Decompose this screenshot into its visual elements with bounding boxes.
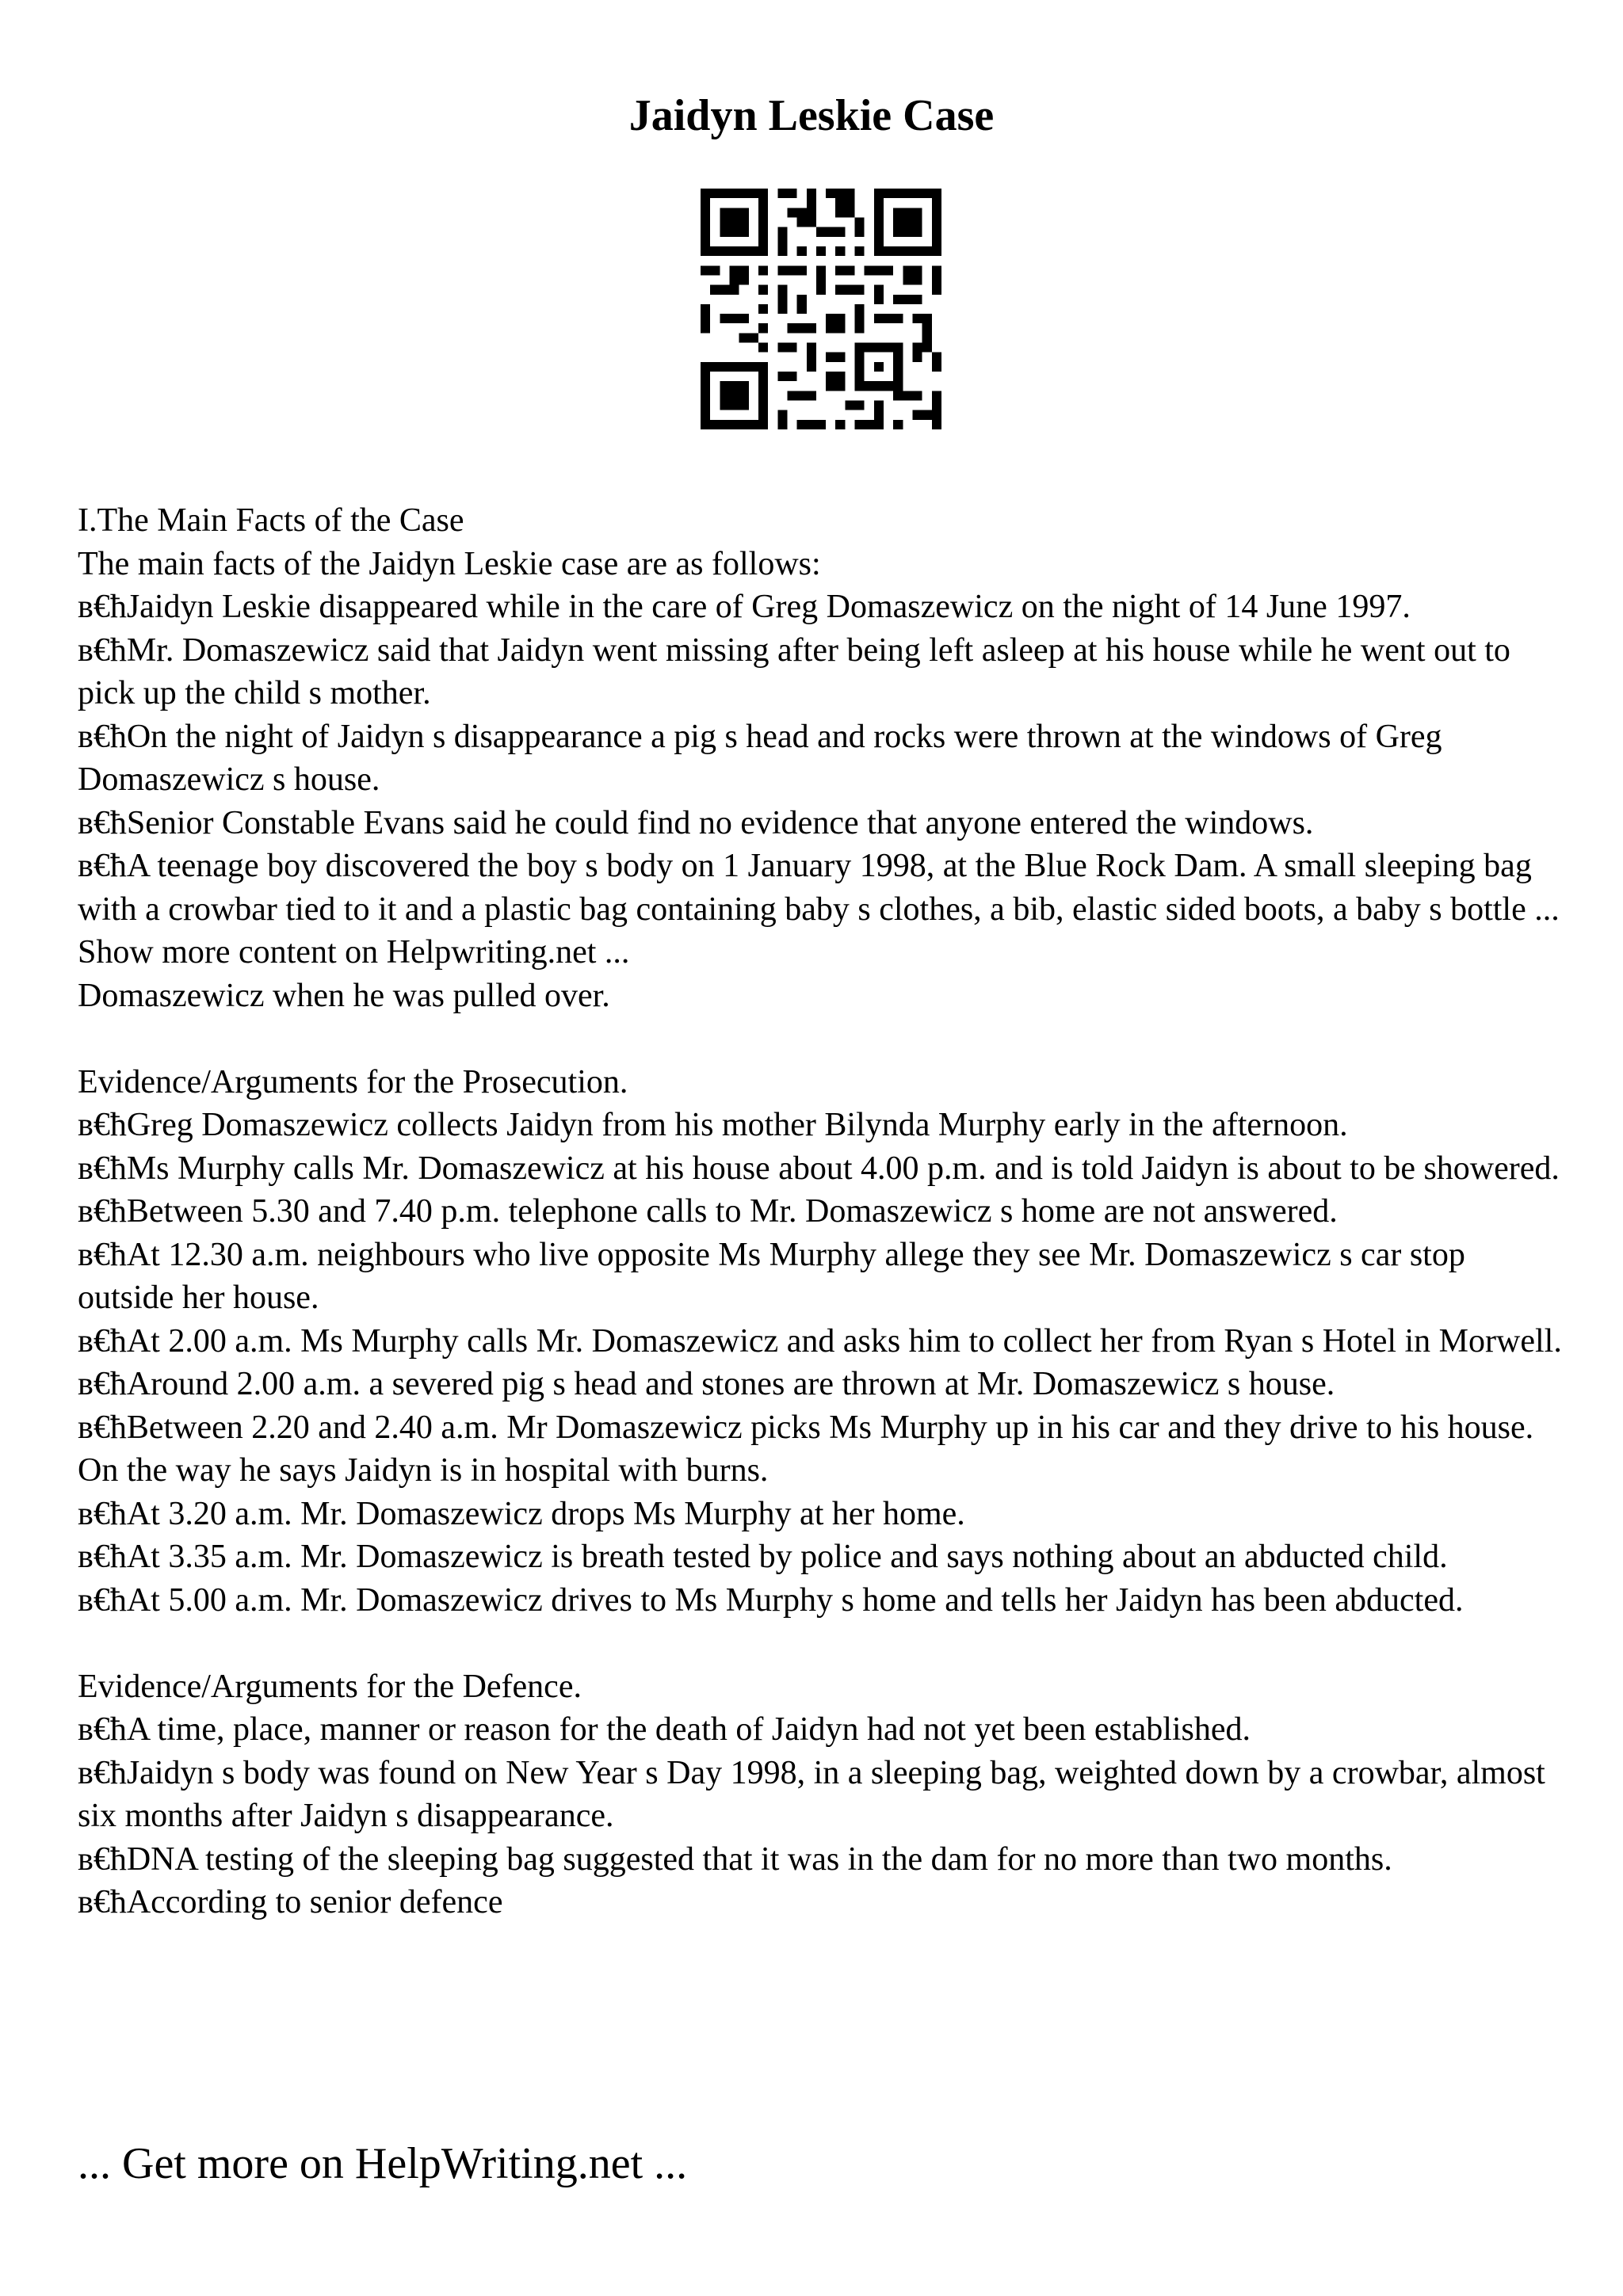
document-title: Jaidyn Leskie Case [628, 91, 995, 140]
list-item: в€ћAt 3.20 a.m. Mr. Domaszewicz drops Ms Murphy at her home. [78, 1495, 965, 1532]
document-body [78, 499, 1568, 1924]
list-item: в€ћAccording to senior defence [78, 1884, 503, 1920]
list-item: в€ћJaidyn Leskie disappeared while in the care of Greg Domaszewicz on the night of 14 June 1997. [78, 589, 1411, 625]
qr-code [701, 189, 941, 429]
list-item: в€ћAt 2.00 a.m. Ms Murphy calls Mr. Domaszewicz and asks him to collect her from Ryan s Hotel in Morwell. [78, 1322, 1562, 1360]
list-item: в€ћBetween 5.30 and 7.40 p.m. telephone calls to Mr. Domaszewicz s home are not answered. [78, 1193, 1338, 1230]
list-item: в€ћAt 12.30 a.m. neighbours who live opposite Ms Murphy allege they see Mr. Domaszewicz s car stop outside her house. [78, 1236, 1465, 1316]
list-item: в€ћMr. Domaszewicz said that Jaidyn went missing after being left asleep at his house while he went out to pick up the child s mother. [78, 631, 1510, 711]
list-item: в€ћAt 5.00 a.m. Mr. Domaszewicz drives to Ms Murphy s home and tells her Jaidyn has been abducted. [78, 1581, 1464, 1619]
list-item: в€ћAround 2.00 a.m. a severed pig s head and stones are thrown at Mr. Domaszewicz s house. [78, 1366, 1335, 1402]
paragraph-gap [78, 1017, 1568, 1061]
list-item: в€ћA teenage boy discovered the boy s body on 1 January 1998, at the Blue Rock Dam. A small sleeping bag with a crowbar tied to it and a plastic bag containing baby s clothes, a bib, elastic sided boots, a baby s bottle ... Show more content on Helpwriting.net ... [78, 848, 1560, 971]
list-item: в€ћDNA testing of the sleeping bag suggested that it was in the dam for no more than two months. [78, 1840, 1392, 1878]
list-item: в€ћA time, place, manner or reason for the death of Jaidyn had not yet been established. [78, 1711, 1251, 1748]
list-item: в€ћGreg Domaszewicz collects Jaidyn from his mother Bilynda Murphy early in the afternoon. [78, 1107, 1348, 1143]
section-intro: The main facts of the Jaidyn Leskie case are as follows: [78, 545, 821, 582]
list-item: в€ћAt 3.35 a.m. Mr. Domaszewicz is breath tested by police and says nothing about an abducted child. [78, 1539, 1448, 1575]
list-item: в€ћBetween 2.20 and 2.40 a.m. Mr Domaszewicz picks Ms Murphy up in his car and they drive to his house. On the way he says Jaidyn is in hospital with burns. [78, 1409, 1534, 1489]
list-item: в€ћJaidyn s body was found on New Year s Day 1998, in a sleeping bag, weighted down by a crowbar, almost six months after Jaidyn s disappearance. [78, 1754, 1545, 1834]
section-heading-main-facts: I.The Main Facts of the Case [78, 502, 464, 539]
section-heading-defence: Evidence/Arguments for the Defence. [78, 1668, 582, 1705]
list-item: Domaszewicz when he was pulled over. [78, 977, 610, 1014]
list-item: в€ћOn the night of Jaidyn s disappearance a pig s head and rocks were thrown at the windows of Greg Domaszewicz s house. [78, 718, 1442, 798]
list-item: в€ћMs Murphy calls Mr. Domaszewicz at his house about 4.00 p.m. and is told Jaidyn is about to be showered. [78, 1150, 1560, 1187]
list-item: в€ћSenior Constable Evans said he could find no evidence that anyone entered the windows. [78, 804, 1314, 841]
paragraph-gap [78, 1622, 1568, 1665]
footer-link[interactable]: ... Get more on HelpWriting.net ... [78, 2139, 688, 2188]
section-heading-prosecution: Evidence/Arguments for the Prosecution. [78, 1063, 628, 1100]
